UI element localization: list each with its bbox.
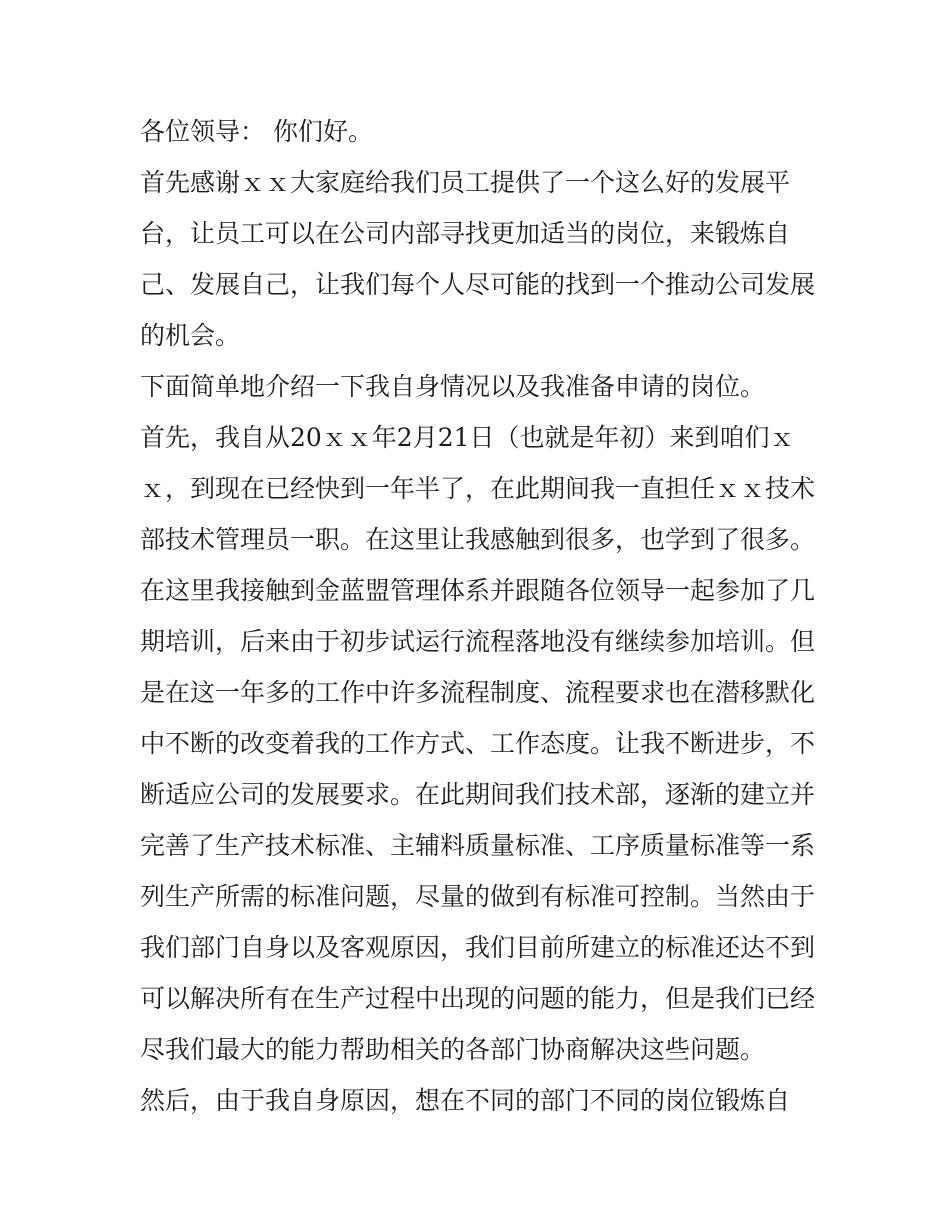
text-line: ｘ，到现在已经快到一年半了，在此期间我一直担任ｘｘ技术 [140, 474, 816, 503]
text-line: 尽我们最大的能力帮助相关的各部门协商解决这些问题。 [140, 1035, 766, 1064]
text-line: 的机会。 [140, 321, 241, 350]
text-line: 是在这一年多的工作中许多流程制度、流程要求也在潜移默化 [140, 678, 816, 707]
text-line: 首先，我自从20ｘｘ年2月21日（也就是年初）来到咱们ｘ [140, 423, 795, 452]
paragraph-thanks [140, 157, 820, 361]
text-line: 部技术管理员一职。在这里让我感触到很多，也学到了很多。 [140, 525, 816, 554]
text-line: 各位领导： 你们好。 [140, 117, 373, 146]
text-line: 然后，由于我自身原因，想在不同的部门不同的岗位锻炼自 [140, 1086, 791, 1115]
text-line: 可以解决所有在生产过程中出现的问题的能力，但是我们已经 [140, 984, 816, 1013]
text-line: 中不断的改变着我的工作方式、工作态度。让我不断进步，不 [140, 729, 816, 758]
paragraph-intro [140, 361, 820, 412]
document-body [140, 106, 820, 1126]
text-line: 列生产所需的标准问题，尽量的做到有标准可控制。当然由于 [140, 882, 816, 911]
greeting-paragraph [140, 106, 820, 157]
text-line: 我们部门自身以及客观原因，我们目前所建立的标准还达不到 [140, 933, 816, 962]
paragraph-reason [140, 1075, 820, 1126]
text-line: 期培训，后来由于初步试运行流程落地没有继续参加培训。但 [140, 627, 816, 656]
text-line: 断适应公司的发展要求。在此期间我们技术部，逐渐的建立并 [140, 780, 816, 809]
paragraph-experience [140, 412, 820, 1075]
text-line: 己、发展自己，让我们每个人尽可能的找到一个推动公司发展 [140, 270, 816, 299]
text-line: 下面简单地介绍一下我自身情况以及我准备申请的岗位。 [140, 372, 766, 401]
text-line: 首先感谢ｘｘ大家庭给我们员工提供了一个这么好的发展平 [140, 168, 791, 197]
text-line: 在这里我接触到金蓝盟管理体系并跟随各位领导一起参加了几 [140, 576, 816, 605]
text-line: 台，让员工可以在公司内部寻找更加适当的岗位，来锻炼自 [140, 219, 791, 248]
text-line: 完善了生产技术标准、主辅料质量标准、工序质量标准等一系 [140, 831, 816, 860]
